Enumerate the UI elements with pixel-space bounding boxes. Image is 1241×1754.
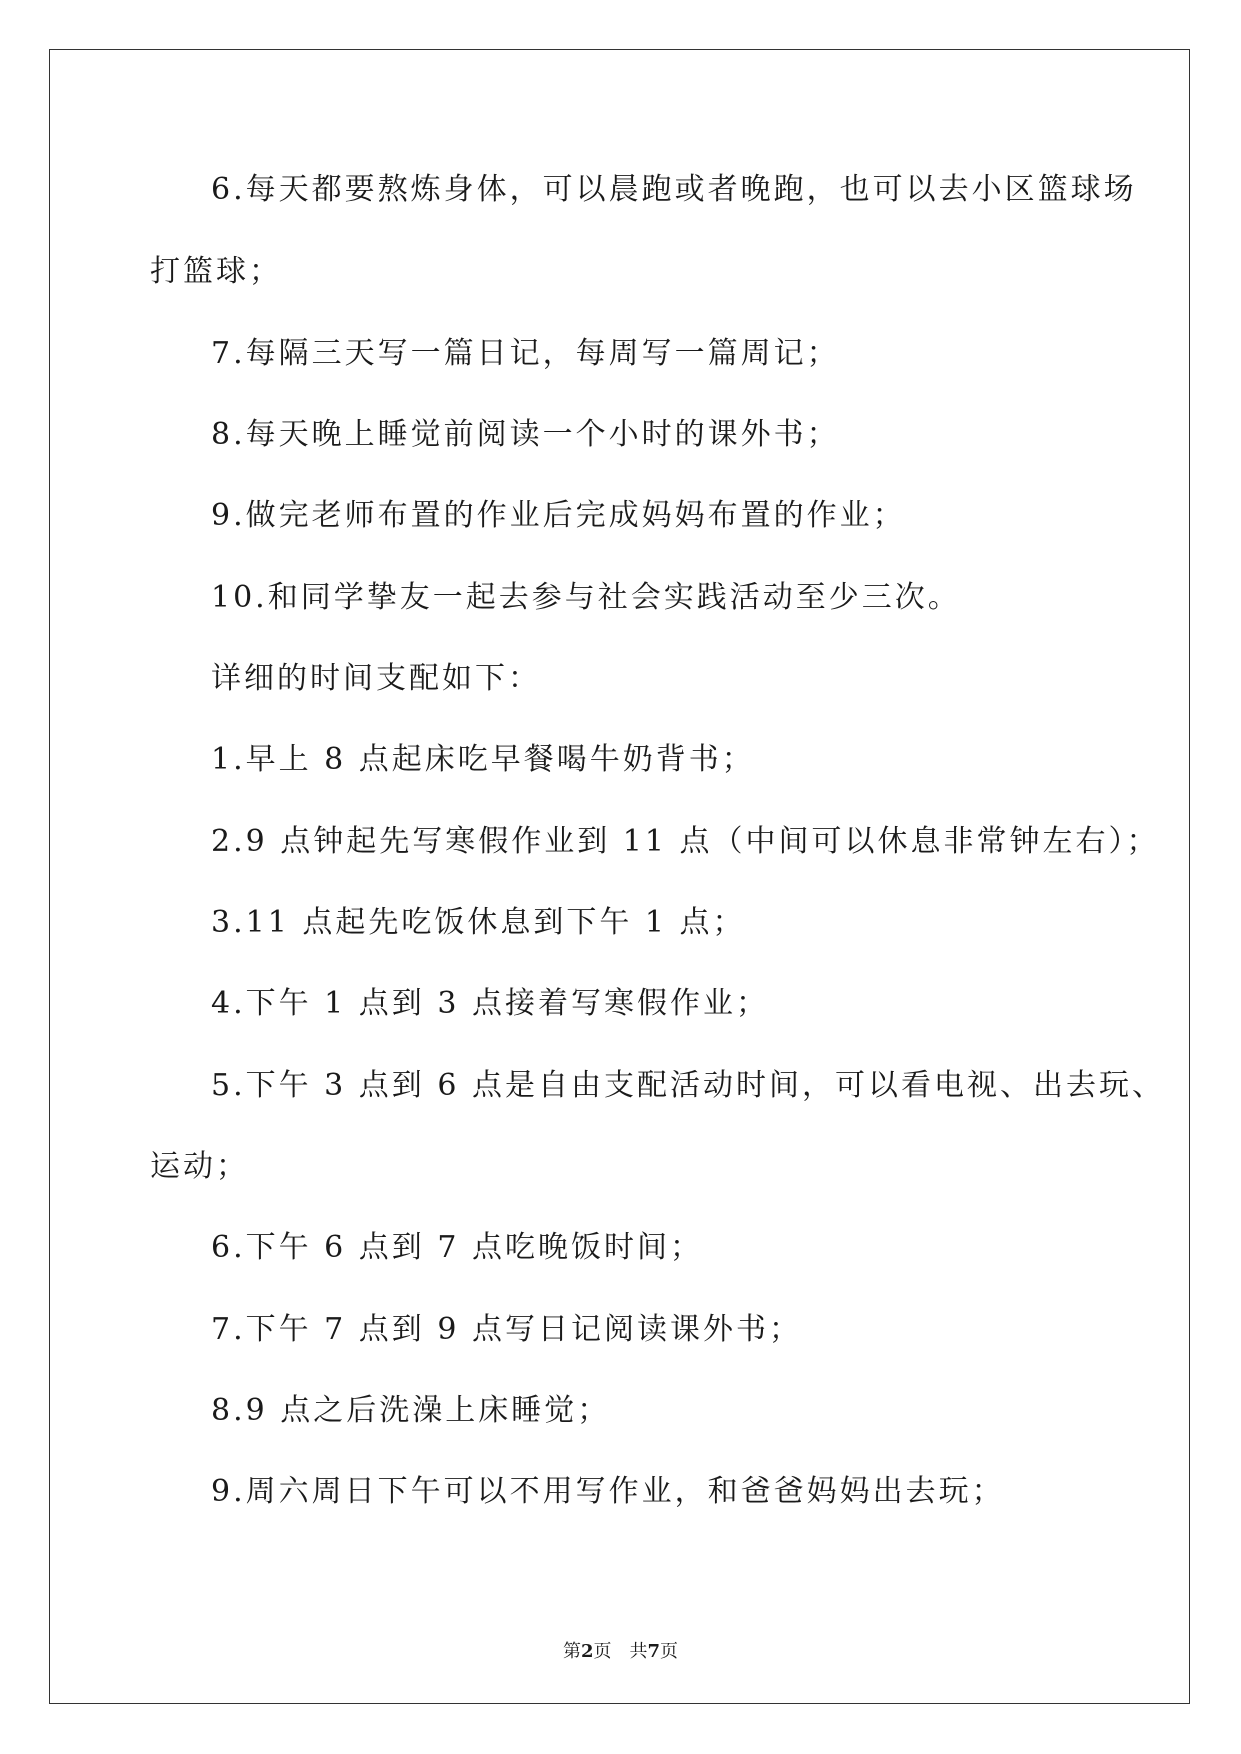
text-line: 1.早上 8 点起床吃早餐喝牛奶背书； — [211, 742, 755, 777]
page-border — [49, 49, 1190, 1704]
current-page-number: 2 — [580, 1641, 594, 1662]
text-line: 6.每天都要熬炼身体，可以晨跑或者晚跑，也可以去小区篮球场 — [211, 172, 1137, 207]
footer-prefix: 第 — [562, 1641, 581, 1662]
text-line: 6.下午 6 点到 7 点吃晚饭时间； — [211, 1230, 703, 1265]
page-footer — [0, 1640, 1241, 1664]
total-page-number: 7 — [647, 1641, 661, 1662]
footer-mid: 页 共 — [593, 1641, 648, 1662]
text-line: 9.做完老师布置的作业后完成妈妈布置的作业； — [211, 498, 906, 533]
text-line: 4.下午 1 点到 3 点接着写寒假作业； — [211, 986, 769, 1021]
text-line: 详细的时间支配如下： — [211, 661, 541, 696]
text-line: 运动； — [150, 1149, 249, 1184]
text-line: 8.9 点之后洗澡上床睡觉； — [211, 1393, 611, 1428]
text-line: 打篮球； — [150, 254, 282, 289]
text-line: 8.每天晚上睡觉前阅读一个小时的课外书； — [211, 417, 840, 452]
text-line: 2.9 点钟起先写寒假作业到 11 点（中间可以休息非常钟左右）； — [211, 824, 1160, 859]
text-line: 10.和同学挚友一起去参与社会实践活动至少三次。 — [211, 580, 961, 615]
text-line: 7.下午 7 点到 9 点写日记阅读课外书； — [211, 1312, 802, 1347]
footer-suffix: 页 — [660, 1641, 679, 1662]
text-line: 3.11 点起先吃饭休息到下午 1 点； — [211, 905, 746, 940]
text-line: 7.每隔三天写一篇日记，每周写一篇周记； — [211, 336, 840, 371]
text-line: 9.周六周日下午可以不用写作业，和爸爸妈妈出去玩； — [211, 1474, 1005, 1509]
text-line: 5.下午 3 点到 6 点是自由支配活动时间，可以看电视、出去玩、 — [211, 1068, 1165, 1103]
